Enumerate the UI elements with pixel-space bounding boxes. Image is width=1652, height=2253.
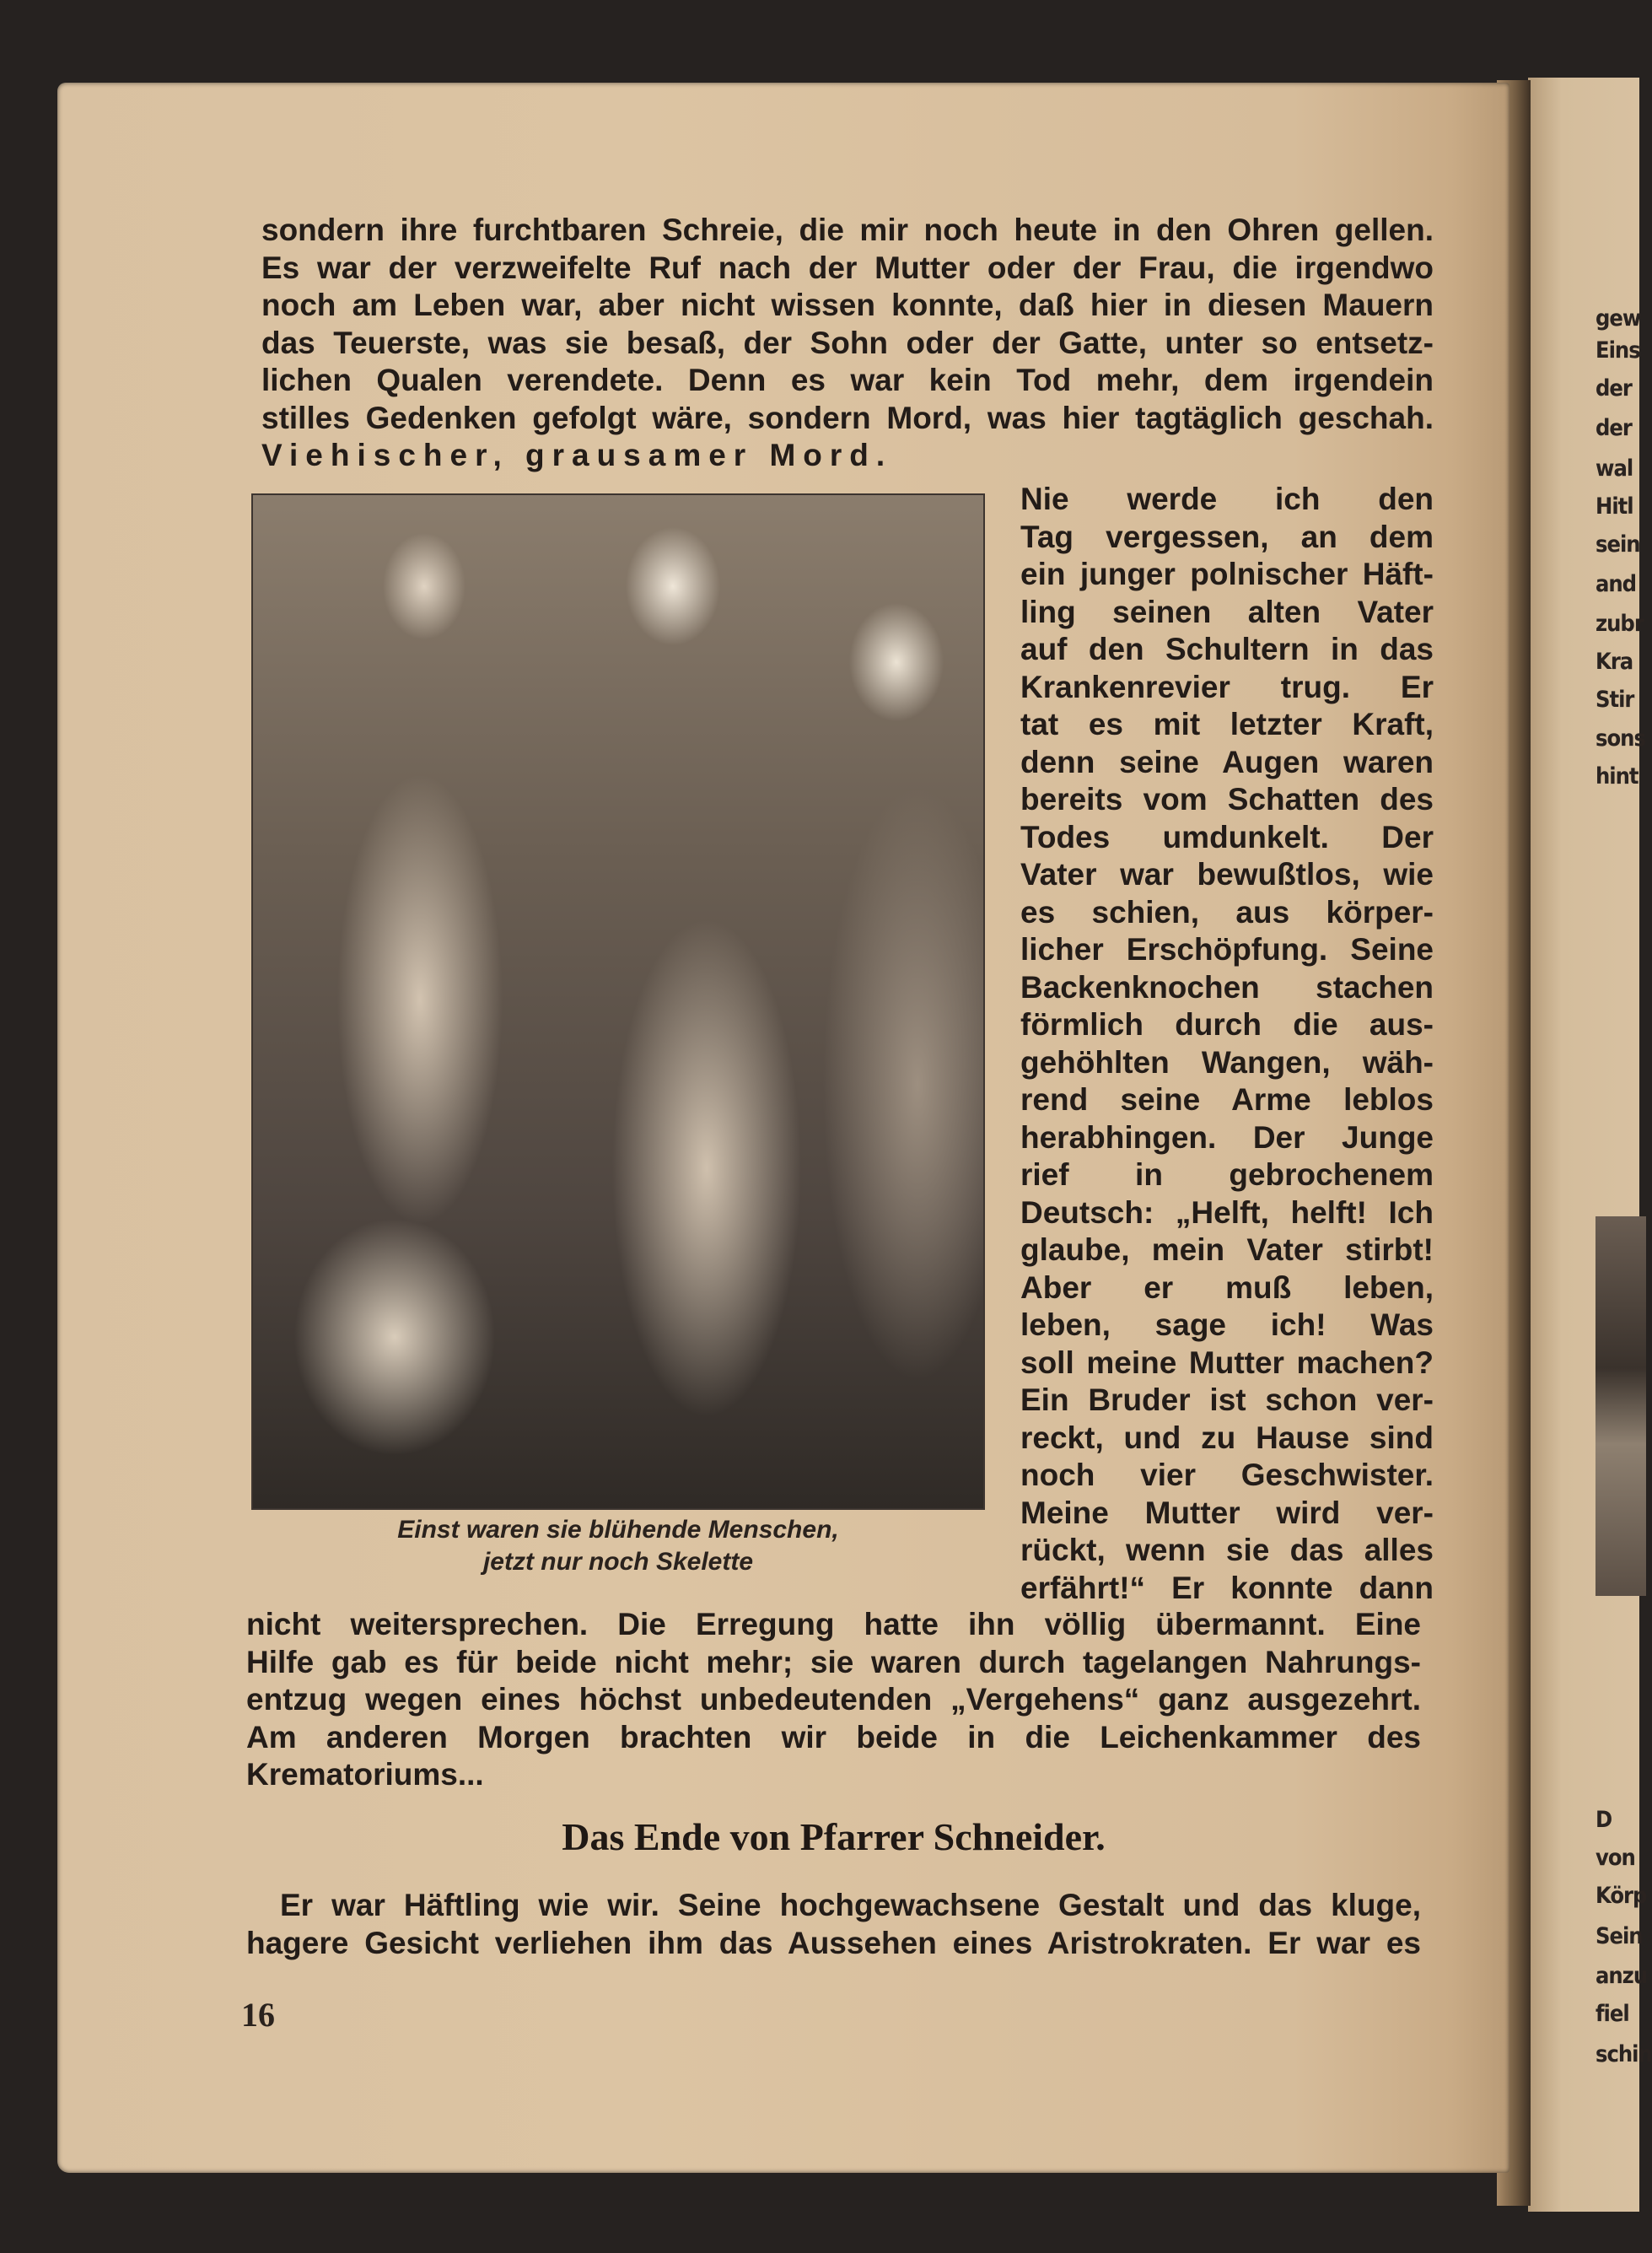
facing-page-fragment: Körp bbox=[1595, 1883, 1647, 1909]
section-heading: Das Ende von Pfarrer Schneider. bbox=[562, 1815, 1106, 1858]
paragraph-continuation bbox=[246, 1606, 1421, 1794]
page-number: 16 bbox=[241, 1996, 275, 2034]
facing-page-photo bbox=[1595, 1216, 1646, 1596]
text-line: Nie werde ich den bbox=[1020, 482, 1434, 516]
text-line: glaube, mein Vater stirbt! bbox=[1020, 1232, 1434, 1267]
text-line: licher Erschöpfung. Seine bbox=[1020, 932, 1434, 967]
text-line: erfährt!“ Er konnte dann bbox=[1020, 1570, 1434, 1605]
facing-page-fragment: sein bbox=[1595, 531, 1640, 558]
facing-page-fragment: zubr bbox=[1595, 611, 1644, 637]
text-line: Deutsch: „Helft, helft! Ich bbox=[1020, 1194, 1434, 1230]
facing-page-fragment: der bbox=[1595, 375, 1632, 402]
text-line: nicht weitersprechen. Die Erregung hatte ihn völlig übermannt. Eine bbox=[246, 1607, 1421, 1641]
text-line: soll meine Mutter machen? bbox=[1020, 1345, 1434, 1380]
text-line: hagere Gesicht verliehen ihm das Aussehen eines Aristrokraten. Er war es bbox=[246, 1925, 1421, 1960]
facing-page-fragment: Eins bbox=[1595, 337, 1640, 364]
text-line: sondern ihre furchtbaren Schreie, die mir noch heute in den Ohren gellen. bbox=[261, 213, 1434, 247]
text-line-spaced: Viehischer, grausamer Mord. bbox=[261, 438, 893, 472]
text-line: Am anderen Morgen brachten wir beide in die Leichenkammer des bbox=[246, 1719, 1421, 1754]
text-line: noch vier Geschwister. bbox=[1020, 1458, 1434, 1492]
text-line: Hilfe gab es für beide nicht mehr; sie waren durch tagelangen Nahrungs- bbox=[246, 1644, 1421, 1679]
text-line: ein junger polnischer Häft- bbox=[1020, 557, 1434, 591]
text-line: rief in gebrochenem bbox=[1020, 1157, 1434, 1192]
text-line: das Teuerste, was sie besaß, der Sohn oder der Gatte, unter so entsetz- bbox=[261, 325, 1434, 360]
text-line: noch am Leben war, aber nicht wissen konnte, daß hier in diesen Mauern bbox=[261, 288, 1434, 322]
paragraph-column bbox=[1020, 481, 1434, 1607]
facing-page-fragment: and bbox=[1595, 571, 1637, 597]
text-line: denn seine Augen waren bbox=[1020, 744, 1434, 779]
text-line: leben, sage ich! Was bbox=[1020, 1307, 1434, 1342]
text-line: rückt, wenn sie das alles bbox=[1020, 1533, 1434, 1567]
text-line: Es war der verzweifelte Ruf nach der Mutter oder der Frau, die irgendwo bbox=[261, 250, 1434, 285]
facing-page-fragment: Sein bbox=[1595, 1923, 1643, 1949]
text-line: stilles Gedenken gefolgt wäre, sondern Mord, was hier tagtäglich geschah. bbox=[261, 400, 1434, 435]
text-line: Meine Mutter wird ver- bbox=[1020, 1495, 1434, 1530]
text-line: auf den Schultern in das bbox=[1020, 632, 1434, 666]
text-line: Todes umdunkelt. Der bbox=[1020, 819, 1434, 854]
text-line: tat es mit letzter Kraft, bbox=[1020, 707, 1434, 741]
facing-page-fragment: gew bbox=[1595, 305, 1641, 331]
facing-page-fragment: schin bbox=[1595, 2041, 1652, 2067]
facing-page-fragment: Hitl bbox=[1595, 493, 1633, 520]
facing-page-fragment: von bbox=[1595, 1845, 1635, 1871]
facing-page-fragment: sons bbox=[1595, 725, 1645, 752]
text-line: gehöhlten Wangen, wäh- bbox=[1020, 1044, 1434, 1080]
text-line: ling seinen alten Vater bbox=[1020, 594, 1434, 629]
text-line: reckt, und zu Hause sind bbox=[1020, 1420, 1434, 1455]
facing-page-fragment: D bbox=[1595, 1807, 1612, 1833]
text-line: Aber er muß leben, bbox=[1020, 1269, 1434, 1305]
text-line: rend seine Arme leblos bbox=[1020, 1082, 1434, 1117]
text-line: entzug wegen eines höchst unbedeutenden „Vergehens“ ganz ausgezehrt. bbox=[246, 1682, 1421, 1717]
text-line: förmlich durch die aus- bbox=[1020, 1007, 1434, 1042]
facing-page-fragment: Stir bbox=[1595, 687, 1634, 713]
photo-caption bbox=[251, 1514, 985, 1578]
caption-line: jetzt nur noch Skelette bbox=[482, 1548, 754, 1576]
text-line: Ein Bruder ist schon ver- bbox=[1020, 1383, 1434, 1417]
text-line: Vater war bewußtlos, wie bbox=[1020, 857, 1434, 892]
facing-page-fragment: Kra bbox=[1595, 649, 1633, 675]
caption-line: Einst waren sie blühende Menschen, bbox=[397, 1516, 839, 1544]
text-line: es schien, aus körper- bbox=[1020, 894, 1434, 930]
paragraph-intro bbox=[261, 212, 1434, 475]
facing-page-fragment: wal bbox=[1595, 455, 1633, 482]
facing-page-edge bbox=[1528, 78, 1652, 2212]
text-line: herabhingen. Der Junge bbox=[1020, 1119, 1434, 1155]
text-line: bereits vom Schatten des bbox=[1020, 782, 1434, 817]
facing-page-fragment: hint bbox=[1595, 763, 1639, 790]
text-line: lichen Qualen verendete. Denn es war kein Tod mehr, dem irgendein bbox=[261, 363, 1434, 397]
facing-page-fragment: der bbox=[1595, 415, 1632, 441]
facing-page-fragment: fiel bbox=[1595, 2001, 1629, 2027]
text-line: Krankenrevier trug. Er bbox=[1020, 669, 1434, 704]
facing-page-fragment: anzu bbox=[1595, 1963, 1648, 1989]
text-line: Backenknochen stachen bbox=[1020, 969, 1434, 1005]
text-line: Krematoriums... bbox=[246, 1757, 484, 1792]
paragraph-pfarrer bbox=[246, 1887, 1421, 1962]
prisoners-photo bbox=[251, 493, 985, 1510]
text-line: Er war Häftling wie wir. Seine hochgewachsene Gestalt und das kluge, bbox=[280, 1888, 1421, 1922]
text-line: Tag vergessen, an dem bbox=[1020, 519, 1434, 554]
